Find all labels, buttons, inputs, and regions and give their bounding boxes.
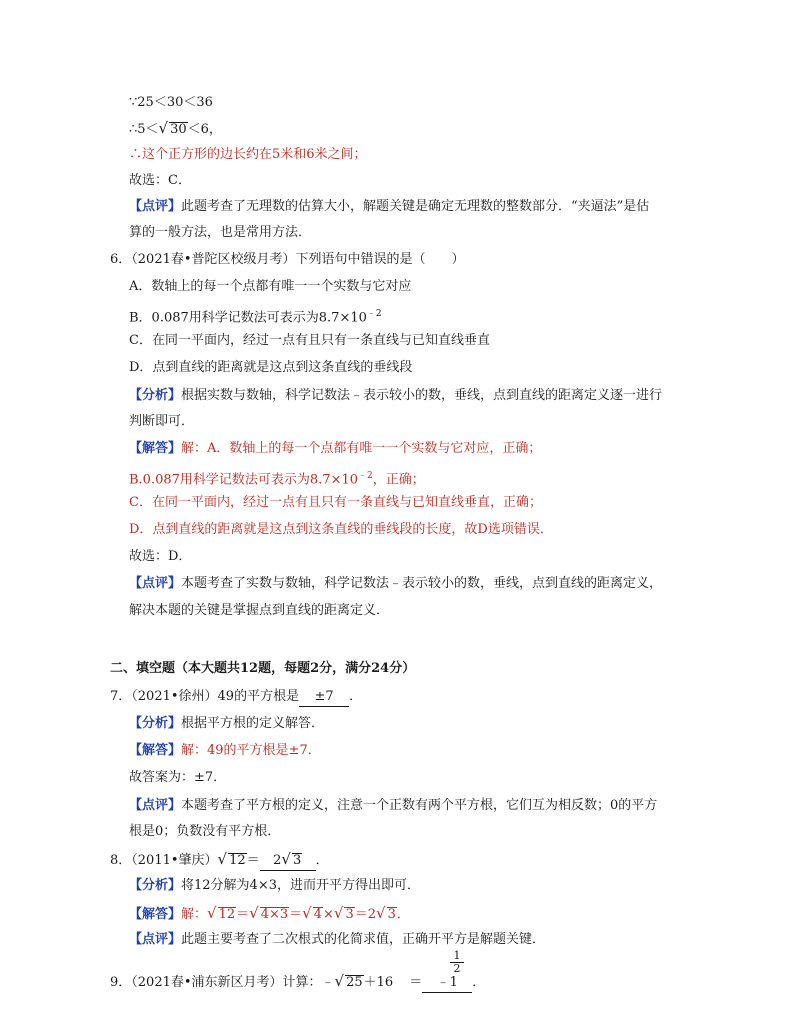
analysis-text: 将12分解为4×3，进而开平方得出即可． — [181, 878, 420, 893]
q9-answer-blank: ﹣1 — [422, 974, 472, 993]
q8-comment — [129, 931, 545, 949]
equals: ＝ — [236, 907, 250, 922]
radicand: 3 — [292, 853, 302, 868]
sqrt-sign: √ — [249, 904, 259, 922]
comment-text: 本题考查了平方根的定义，注意一个正数有两个平方根，它们互为相反数；0的平方 — [181, 798, 658, 813]
q9-stem — [110, 972, 485, 993]
sqrt-sign: √ — [333, 904, 344, 922]
solution-tag: 【解答】 — [129, 743, 182, 758]
sqrt-sign: √ — [217, 850, 228, 868]
comment-tag: 【点评】 — [129, 932, 182, 947]
q8-stem-text: 8．（2011•肇庆） — [110, 853, 218, 868]
q6-comment-cont: 解决本题的关键是掌握点到直线的距离定义． — [129, 603, 390, 618]
solution-tag: 【解答】 — [129, 441, 182, 456]
q5-choice: 故选：C． — [129, 173, 191, 188]
fraction-denominator: 2 — [453, 962, 461, 975]
q5-reason-line: ∵25＜30＜36 — [129, 95, 213, 110]
q6-solution — [129, 440, 541, 458]
q6-analysis — [129, 387, 662, 405]
q9-stem-text: 9．（2021春•浦东新区月考）计算： — [110, 975, 322, 990]
q6-comment — [129, 575, 662, 593]
times: × — [323, 907, 334, 922]
solution-tag: 【解答】 — [129, 907, 182, 922]
q6-choice: 故选：D． — [129, 549, 192, 564]
plus-term: ＋16 — [363, 975, 394, 990]
exponent: ﹣2 — [358, 471, 373, 481]
period: ． — [396, 907, 410, 922]
analysis-text: 根据实数与数轴，科学记数法﹣表示较小的数，垂线，点到直线的距离定义逐一进行 — [181, 388, 663, 403]
q6-analysis-cont: 判断即可． — [129, 414, 195, 429]
radicand: 4×3 — [260, 907, 289, 922]
sqrt-sign: √ — [281, 850, 291, 868]
solution-text: 解： — [181, 907, 208, 922]
equals: ＝ — [409, 975, 423, 990]
equals: ＝ — [289, 907, 303, 922]
q5-text: ∴5＜ — [129, 122, 159, 137]
q6-solution-c: C．在同一平面内，经过一点有且只有一条直线与已知直线垂直，正确； — [129, 495, 542, 510]
q7-solution — [129, 742, 321, 760]
q6-stem: 6．（2021春•普陀区校级月考）下列语句中错误的是（ ） — [110, 252, 465, 267]
q5-conclusion-line — [129, 119, 222, 139]
comment-tag: 【点评】 — [129, 199, 182, 214]
radicand: 30 — [170, 122, 187, 137]
solution-text: ，正确； — [372, 472, 425, 488]
comment-text: 此题主要考查了二次根式的化简求值，正确开平方是解题关键． — [181, 932, 546, 947]
sqrt-sign: √ — [207, 904, 217, 922]
q7-answer-blank: ±7 — [299, 688, 349, 707]
q5-comment-cont: 算的一般方法，也是常用方法． — [129, 225, 312, 240]
q8-end: ． — [315, 853, 329, 868]
radicand: 12 — [218, 907, 236, 922]
sqrt-sign: √ — [334, 972, 345, 990]
option-text: B．0.087用科学记数法可表示为8.7×10 — [129, 310, 367, 326]
equals: ＝2 — [354, 907, 377, 922]
q8-answer-blank — [260, 850, 316, 871]
comment-tag: 【点评】 — [129, 576, 182, 591]
q6-solution-d: D．点到直线的距离就是这点到这条直线的垂线段的长度，故D选项错误． — [129, 522, 553, 537]
q6-option-c: C．在同一平面内，经过一点有且只有一条直线与已知直线垂直 — [129, 333, 490, 348]
q7-stem-text: 7．（2021•徐州）49的平方根是 — [110, 689, 300, 704]
radicand: 25 — [346, 975, 363, 990]
answer-coef: 2 — [273, 853, 282, 868]
comment-text: 本题考查了实数与数轴，科学记数法﹣表示较小的数，垂线，点到直线的距离定义， — [181, 576, 663, 591]
radicand: 12 — [229, 853, 246, 868]
comment-text: 此题考查了无理数的估算大小，解题关键是确定无理数的整数部分．“夹逼法”是估 — [181, 199, 650, 214]
radicand: 4 — [313, 907, 323, 922]
sqrt-sign: √ — [158, 119, 169, 137]
q7-comment — [129, 797, 657, 815]
comment-tag: 【点评】 — [129, 798, 182, 813]
q6-option-b — [129, 305, 382, 327]
q8-analysis — [129, 877, 420, 895]
radicand: 3 — [387, 907, 396, 922]
q5-final-line: ∴这个正方形的边长约在5米和6米之间； — [129, 147, 367, 162]
q8-stem — [110, 850, 329, 871]
exponent: ﹣2 — [366, 309, 382, 319]
q7-end: ． — [349, 689, 363, 704]
q7-result: 故答案为：±7． — [129, 770, 227, 785]
q5-comment — [129, 198, 649, 216]
q9-end: ． — [472, 975, 486, 990]
q6-solution-b — [129, 467, 425, 489]
equals: ＝ — [246, 853, 260, 868]
minus: ﹣ — [321, 975, 335, 990]
q6-option-a: A．数轴上的每一个点都有唯一一个实数与它对应 — [129, 279, 412, 294]
fraction-numerator: 1 — [450, 950, 464, 963]
q7-stem — [110, 688, 362, 707]
q5-text: ＜6， — [187, 122, 222, 137]
solution-text: 解：A．数轴上的每一个点都有唯一一个实数与它对应，正确； — [181, 441, 542, 456]
analysis-tag: 【分析】 — [129, 878, 182, 893]
section-title: 二、填空题（本大题共12题，每题2分，满分24分） — [110, 661, 416, 676]
analysis-tag: 【分析】 — [129, 388, 182, 403]
radicand: 3 — [345, 907, 354, 922]
q6-option-d: D．点到直线的距离就是这点到这条直线的垂线段 — [129, 360, 413, 375]
analysis-tag: 【分析】 — [129, 716, 182, 731]
analysis-text: 根据平方根的定义解答． — [181, 716, 325, 731]
q7-analysis — [129, 715, 324, 733]
solution-text: 解：49的平方根是±7． — [181, 743, 321, 758]
q8-solution — [129, 904, 410, 924]
sqrt-sign: √ — [302, 904, 312, 922]
q7-comment-cont: 根是0；负数没有平方根． — [129, 824, 281, 839]
sqrt-sign: √ — [376, 904, 386, 922]
solution-text: B.0.087用科学记数法可表示为8.7×10 — [129, 472, 359, 488]
